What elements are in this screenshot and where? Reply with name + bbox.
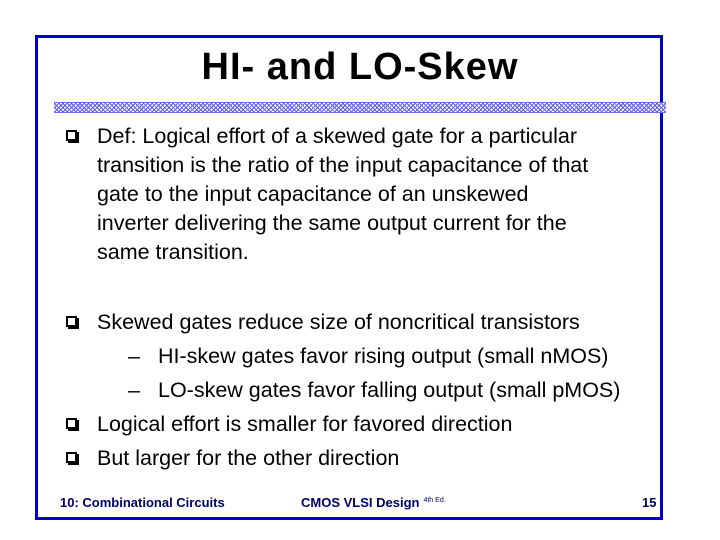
- bullet-icon: [66, 418, 77, 429]
- sub-item-hi-skew: HI-skew gates favor rising output (small nMOS): [158, 344, 609, 368]
- footer-course: [301, 494, 446, 512]
- bullet-1-line-5: same transition.: [97, 240, 249, 264]
- footer-edition: 4th Ed.: [423, 497, 446, 504]
- footer-page-number: 15: [642, 495, 657, 510]
- bullet-icon: [66, 316, 77, 327]
- bullet-4-line-1: But larger for the other direction: [97, 446, 400, 470]
- bullet-1-line-3: gate to the input capacitance of an unskewed: [97, 182, 529, 206]
- bullet-icon: [66, 130, 77, 141]
- bullet-2-line-1: Skewed gates reduce size of noncritical transistors: [97, 310, 580, 334]
- slide-title: HI- and LO-Skew: [201, 46, 519, 88]
- bullet-1-line-1: Def: Logical effort of a skewed gate for a particular: [97, 124, 578, 148]
- footer-course-title: CMOS VLSI Design: [301, 495, 420, 510]
- sub-bullet-dash: –: [128, 378, 140, 402]
- bullet-icon: [66, 452, 77, 463]
- footer-chapter: 10: Combinational Circuits: [60, 495, 225, 510]
- sub-item-lo-skew: LO-skew gates favor falling output (small pMOS): [158, 378, 621, 402]
- bullet-3-line-1: Logical effort is smaller for favored direction: [97, 412, 513, 436]
- title-divider: [54, 102, 666, 113]
- sub-bullet-dash: –: [128, 344, 140, 368]
- bullet-1-line-2: transition is the ratio of the input capacitance of that: [97, 153, 589, 177]
- bullet-1-line-4: inverter delivering the same output current for the: [97, 211, 567, 235]
